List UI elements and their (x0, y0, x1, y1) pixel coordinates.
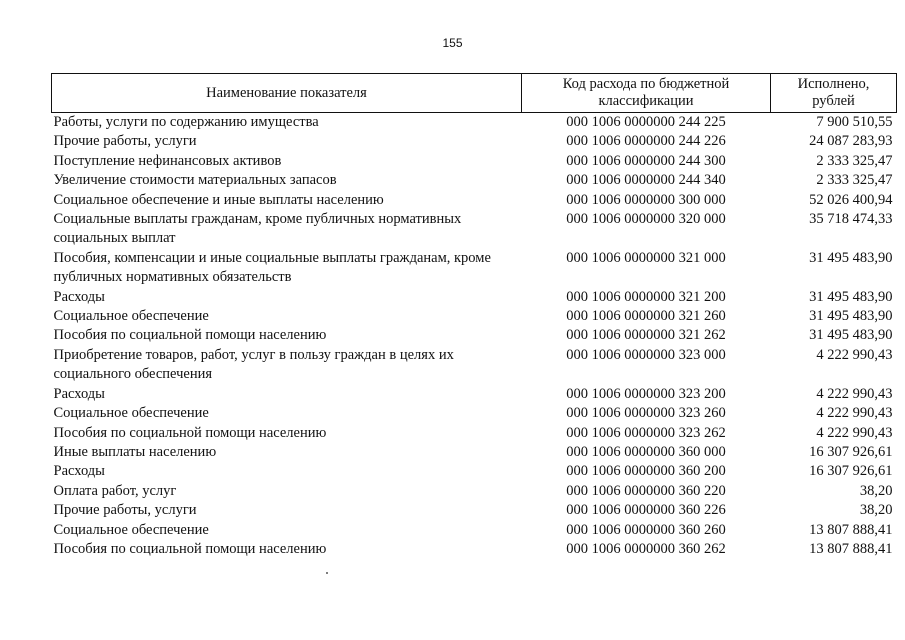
indicator-name-cell (52, 462, 522, 481)
budget-code-cell: 000 1006 0000000 360 220 (566, 482, 726, 499)
indicator-name-cell (52, 191, 522, 210)
page-number: 155 (442, 36, 463, 50)
budget-code-cell: 000 1006 0000000 360 226 (566, 502, 726, 519)
indicator-name-cell (52, 443, 522, 462)
executed-amount-cell: 31 495 483,90 (809, 249, 893, 266)
executed-amount-cell: 38,20 (859, 502, 893, 519)
budget-code-cell: 000 1006 0000000 323 000 (566, 346, 726, 363)
table-row (52, 482, 897, 501)
budget-code-cell: 000 1006 0000000 323 260 (566, 405, 726, 422)
budget-code-cell: 000 1006 0000000 244 300 (566, 152, 726, 169)
executed-amount-cell: 7 900 510,55 (816, 114, 893, 130)
indicator-name: Иные выплаты населению (53, 443, 217, 460)
budget-code-cell: 000 1006 0000000 244 226 (566, 133, 726, 150)
indicator-name: Расходы (53, 463, 105, 480)
indicator-name: Пособия, компенсации и иные социальные выплаты гражданам, кроме публичных нормативных обязательств (53, 249, 491, 286)
budget-code-cell: 000 1006 0000000 360 260 (566, 521, 726, 538)
budget-table (51, 73, 897, 559)
budget-code-cell: 000 1006 0000000 321 200 (566, 288, 726, 305)
header-budget-code: Код расхода по бюджетной классификации (522, 74, 771, 113)
executed-amount-cell: 24 087 283,93 (809, 133, 893, 150)
indicator-name-cell (52, 404, 522, 423)
executed-amount-cell: 31 495 483,90 (809, 308, 893, 325)
budget-code-cell: 000 1006 0000000 323 200 (566, 385, 726, 402)
indicator-name: Социальные выплаты гражданам, кроме публичных нормативных социальных выплат (53, 211, 462, 247)
indicator-name-cell (52, 171, 522, 190)
scan-speck (326, 572, 328, 574)
table-row (52, 462, 897, 481)
table-row (52, 113, 897, 133)
indicator-name-cell (52, 288, 522, 307)
table-row (52, 152, 897, 171)
indicator-name-cell (52, 326, 522, 345)
table-row (52, 424, 897, 443)
indicator-name: Пособия по социальной помощи населению (53, 327, 327, 344)
indicator-name: Пособия по социальной помощи населению (53, 540, 327, 557)
indicator-name: Работы, услуги по содержанию имущества (53, 114, 319, 130)
indicator-name: Социальное обеспечение (53, 521, 209, 538)
indicator-name-cell (52, 482, 522, 501)
indicator-name: Прочие работы, услуги (53, 133, 197, 150)
budget-code-cell: 000 1006 0000000 320 000 (566, 211, 726, 228)
executed-amount-cell: 16 307 926,61 (809, 443, 893, 460)
budget-code-cell: 000 1006 0000000 244 340 (566, 172, 726, 189)
executed-amount-cell: 4 222 990,43 (816, 424, 893, 441)
budget-code-cell: 000 1006 0000000 321 262 (566, 327, 726, 344)
indicator-name-cell (52, 521, 522, 540)
executed-amount-cell: 31 495 483,90 (809, 288, 893, 305)
table-row (52, 307, 897, 326)
budget-code-cell: 000 1006 0000000 300 000 (566, 191, 726, 208)
executed-amount-cell: 16 307 926,61 (809, 463, 893, 480)
table-row (52, 521, 897, 540)
table-row (52, 210, 897, 249)
executed-amount-cell: 52 026 400,94 (809, 191, 893, 208)
budget-code-cell: 000 1006 0000000 360 262 (566, 540, 726, 557)
executed-amount-cell: 4 222 990,43 (816, 405, 893, 422)
indicator-name-cell (52, 132, 522, 151)
indicator-name: Социальное обеспечение и иные выплаты населению (53, 191, 384, 208)
table-row (52, 540, 897, 559)
executed-amount-cell: 31 495 483,90 (809, 327, 893, 344)
indicator-name: Поступление нефинансовых активов (53, 152, 282, 169)
executed-amount-cell: 4 222 990,43 (816, 346, 893, 363)
executed-amount-cell: 4 222 990,43 (816, 385, 893, 402)
executed-amount-cell: 13 807 888,41 (809, 540, 893, 557)
executed-amount-cell: 35 718 474,33 (809, 211, 893, 228)
budget-code-cell: 000 1006 0000000 323 262 (566, 424, 726, 441)
table-row (52, 191, 897, 210)
indicator-name-cell (52, 210, 522, 249)
indicator-name: Увеличение стоимости материальных запасов (53, 172, 337, 189)
indicator-name: Социальное обеспечение (53, 308, 209, 325)
table-row (52, 501, 897, 520)
indicator-name-cell (52, 249, 522, 288)
indicator-name-cell (52, 113, 522, 133)
budget-code-cell: 000 1006 0000000 360 200 (566, 463, 726, 480)
budget-code-cell: 000 1006 0000000 321 260 (566, 308, 726, 325)
indicator-name-cell (52, 424, 522, 443)
table-row (52, 443, 897, 462)
budget-code-cell: 000 1006 0000000 321 000 (566, 249, 726, 266)
header-executed-amount: Исполнено, рублей (771, 74, 897, 113)
table-row (52, 404, 897, 423)
table-row (52, 171, 897, 190)
table-row (52, 288, 897, 307)
executed-amount-cell: 38,20 (859, 482, 893, 499)
table-header (52, 74, 897, 113)
header-row (52, 74, 897, 113)
budget-code-cell: 000 1006 0000000 360 000 (566, 443, 726, 460)
executed-amount-cell: 2 333 325,47 (816, 172, 893, 189)
table-row (52, 385, 897, 404)
indicator-name-cell (52, 385, 522, 404)
table-row (52, 132, 897, 151)
indicator-name: Социальное обеспечение (53, 405, 209, 422)
indicator-name-cell (52, 501, 522, 520)
budget-code-cell: 000 1006 0000000 244 225 (566, 114, 726, 130)
executed-amount-cell: 2 333 325,47 (816, 152, 893, 169)
table-row (52, 249, 897, 288)
indicator-name: Оплата работ, услуг (53, 482, 177, 499)
indicator-name-cell (52, 346, 522, 385)
indicator-name-cell (52, 540, 522, 559)
indicator-name: Пособия по социальной помощи населению (53, 424, 327, 441)
table-body (52, 113, 897, 560)
indicator-name: Приобретение товаров, работ, услуг в пользу граждан в целях их социального обеспечения (53, 346, 454, 383)
indicator-name-cell (52, 307, 522, 326)
indicator-name-cell (52, 152, 522, 171)
header-indicator-name: Наименование показателя (52, 74, 522, 113)
executed-amount-cell: 13 807 888,41 (809, 521, 893, 538)
indicator-name: Расходы (53, 385, 105, 402)
indicator-name: Расходы (53, 288, 105, 305)
table-row (52, 346, 897, 385)
table-row (52, 326, 897, 345)
indicator-name: Прочие работы, услуги (53, 502, 197, 519)
